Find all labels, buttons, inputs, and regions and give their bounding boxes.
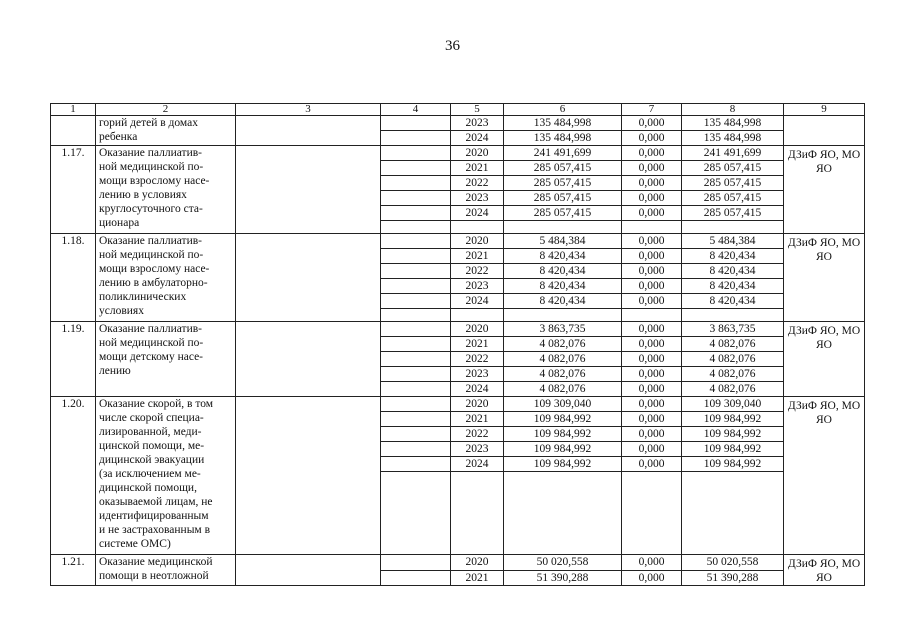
column-4-cell <box>381 367 451 382</box>
value-cell: 0,000 <box>622 264 682 279</box>
column-4-cell <box>381 472 451 555</box>
description-line: дицинской помощи, <box>99 482 197 494</box>
value-cell: 285 057,415 <box>504 206 622 221</box>
value-cell: 0,000 <box>622 176 682 191</box>
table-body <box>51 104 865 586</box>
value-cell: 0,000 <box>622 457 682 472</box>
value-cell: 5 484,384 <box>682 234 784 249</box>
value-cell: 0,000 <box>622 322 682 337</box>
page-number: 36 <box>445 38 460 54</box>
description-line: Оказание паллиатив- <box>99 235 202 247</box>
description-line: ной медицинской по- <box>99 337 204 349</box>
header-cell: 5 <box>451 104 504 116</box>
header-cell: 6 <box>504 104 622 116</box>
value-cell: 285 057,415 <box>504 191 622 206</box>
description-line: ребенка <box>99 131 138 143</box>
column-4-cell <box>381 264 451 279</box>
value-cell: 135 484,998 <box>504 116 622 131</box>
description-line: числе скорой специа- <box>99 412 204 424</box>
value-cell: 8 420,434 <box>682 294 784 309</box>
description-line: поликлинических <box>99 291 187 303</box>
value-cell: 0,000 <box>622 146 682 161</box>
description-line: и не застрахованным в <box>99 524 210 536</box>
value-cell <box>682 472 784 555</box>
value-cell: 4 082,076 <box>682 337 784 352</box>
year-cell: 2022 <box>451 352 504 367</box>
item-number: 1.19. <box>51 322 96 397</box>
description-line: мощи взрослому насе- <box>99 175 210 187</box>
value-cell: 50 020,558 <box>682 555 784 571</box>
column-3-cell <box>236 234 381 322</box>
value-cell: 109 309,040 <box>682 397 784 412</box>
value-cell: 135 484,998 <box>504 131 622 146</box>
value-cell: 109 309,040 <box>504 397 622 412</box>
value-cell: 0,000 <box>622 337 682 352</box>
value-cell: 109 984,992 <box>682 412 784 427</box>
value-cell: 0,000 <box>622 161 682 176</box>
responsible-cell: ДЗиФ ЯО, МО ЯО <box>784 234 865 322</box>
budget-table <box>50 103 865 586</box>
item-number <box>51 116 96 146</box>
value-cell <box>504 472 622 555</box>
item-number: 1.18. <box>51 234 96 322</box>
year-cell: 2020 <box>451 397 504 412</box>
value-cell: 241 491,699 <box>682 146 784 161</box>
column-4-cell <box>381 206 451 221</box>
value-cell: 51 390,288 <box>682 570 784 586</box>
responsible-cell <box>784 116 865 146</box>
value-cell: 285 057,415 <box>504 161 622 176</box>
year-cell: 2020 <box>451 146 504 161</box>
value-cell: 0,000 <box>622 116 682 131</box>
value-cell <box>504 221 622 234</box>
header-cell: 1 <box>51 104 96 116</box>
table-row <box>51 146 865 161</box>
value-cell: 4 082,076 <box>504 352 622 367</box>
item-description <box>96 234 236 322</box>
column-3-cell <box>236 116 381 146</box>
year-cell: 2021 <box>451 412 504 427</box>
value-cell <box>682 309 784 322</box>
description-line: системе ОМС) <box>99 538 171 550</box>
responsible-cell: ДЗиФ ЯО, МО ЯО <box>784 322 865 397</box>
value-cell: 4 082,076 <box>682 367 784 382</box>
description-line: (за исключением ме- <box>99 468 201 480</box>
value-cell: 51 390,288 <box>504 570 622 586</box>
value-cell: 4 082,076 <box>682 382 784 397</box>
value-cell <box>682 221 784 234</box>
column-4-cell <box>381 146 451 161</box>
description-line: мощи детскому насе- <box>99 351 204 363</box>
description-line: идентифицированным <box>99 510 209 522</box>
value-cell: 109 984,992 <box>504 442 622 457</box>
value-cell: 0,000 <box>622 249 682 264</box>
description-line: ной медицинской по- <box>99 249 204 261</box>
value-cell: 0,000 <box>622 367 682 382</box>
header-cell: 9 <box>784 104 865 116</box>
value-cell: 109 984,992 <box>504 427 622 442</box>
value-cell: 109 984,992 <box>682 442 784 457</box>
column-3-cell <box>236 322 381 397</box>
value-cell: 0,000 <box>622 412 682 427</box>
value-cell: 0,000 <box>622 131 682 146</box>
value-cell: 0,000 <box>622 206 682 221</box>
value-cell: 5 484,384 <box>504 234 622 249</box>
table-row <box>51 116 865 131</box>
value-cell: 0,000 <box>622 555 682 571</box>
value-cell: 4 082,076 <box>504 367 622 382</box>
item-description <box>96 116 236 146</box>
description-line: лению в условиях <box>99 189 187 201</box>
value-cell: 241 491,699 <box>504 146 622 161</box>
description-line: круглосуточного ста- <box>99 203 203 215</box>
value-cell: 285 057,415 <box>504 176 622 191</box>
description-line: горий детей в домах <box>99 117 198 129</box>
column-4-cell <box>381 427 451 442</box>
column-4-cell <box>381 176 451 191</box>
header-cell: 4 <box>381 104 451 116</box>
header-cell: 2 <box>96 104 236 116</box>
value-cell: 8 420,434 <box>504 264 622 279</box>
value-cell: 0,000 <box>622 352 682 367</box>
column-4-cell <box>381 412 451 427</box>
column-4-cell <box>381 191 451 206</box>
year-cell: 2024 <box>451 131 504 146</box>
value-cell: 8 420,434 <box>504 249 622 264</box>
value-cell: 8 420,434 <box>682 249 784 264</box>
value-cell: 0,000 <box>622 279 682 294</box>
year-cell: 2023 <box>451 191 504 206</box>
year-cell: 2023 <box>451 279 504 294</box>
column-3-cell <box>236 146 381 234</box>
header-row <box>51 104 865 116</box>
value-cell: 285 057,415 <box>682 176 784 191</box>
value-cell: 109 984,992 <box>504 457 622 472</box>
value-cell: 0,000 <box>622 397 682 412</box>
column-4-cell <box>381 352 451 367</box>
value-cell <box>622 309 682 322</box>
table-row <box>51 234 865 249</box>
value-cell: 285 057,415 <box>682 191 784 206</box>
description-line: лизированной, меди- <box>99 426 202 438</box>
value-cell: 3 863,735 <box>682 322 784 337</box>
value-cell: 0,000 <box>622 294 682 309</box>
year-cell: 2023 <box>451 116 504 131</box>
value-cell: 0,000 <box>622 382 682 397</box>
year-cell <box>451 472 504 555</box>
value-cell: 4 082,076 <box>504 382 622 397</box>
description-line: Оказание скорой, в том <box>99 398 214 410</box>
column-4-cell <box>381 161 451 176</box>
description-line: помощи в неотложной <box>99 570 209 582</box>
column-4-cell <box>381 382 451 397</box>
column-4-cell <box>381 131 451 146</box>
value-cell: 0,000 <box>622 442 682 457</box>
value-cell: 109 984,992 <box>504 412 622 427</box>
value-cell <box>622 221 682 234</box>
item-description <box>96 322 236 397</box>
description-line: ной медицинской по- <box>99 161 204 173</box>
column-4-cell <box>381 397 451 412</box>
value-cell: 109 984,992 <box>682 427 784 442</box>
value-cell: 135 484,998 <box>682 131 784 146</box>
year-cell: 2024 <box>451 382 504 397</box>
value-cell: 285 057,415 <box>682 206 784 221</box>
year-cell: 2021 <box>451 161 504 176</box>
column-4-cell <box>381 221 451 234</box>
table-row <box>51 322 865 337</box>
value-cell: 0,000 <box>622 191 682 206</box>
year-cell: 2022 <box>451 427 504 442</box>
column-4-cell <box>381 249 451 264</box>
table-row <box>51 397 865 412</box>
item-number: 1.17. <box>51 146 96 234</box>
table-row <box>51 555 865 571</box>
year-cell: 2020 <box>451 555 504 571</box>
year-cell: 2021 <box>451 570 504 586</box>
year-cell: 2023 <box>451 442 504 457</box>
item-number: 1.20. <box>51 397 96 555</box>
year-cell: 2020 <box>451 234 504 249</box>
responsible-cell: ДЗиФ ЯО, МО ЯО <box>784 146 865 234</box>
year-cell <box>451 309 504 322</box>
value-cell: 8 420,434 <box>504 279 622 294</box>
item-description <box>96 397 236 555</box>
year-cell: 2021 <box>451 337 504 352</box>
column-4-cell <box>381 116 451 131</box>
value-cell: 0,000 <box>622 570 682 586</box>
value-cell: 0,000 <box>622 234 682 249</box>
value-cell <box>622 472 682 555</box>
value-cell: 8 420,434 <box>504 294 622 309</box>
item-description <box>96 555 236 586</box>
column-4-cell <box>381 309 451 322</box>
description-line: лению в амбулаторно- <box>99 277 208 289</box>
value-cell: 109 984,992 <box>682 457 784 472</box>
description-line: лению <box>99 365 131 377</box>
item-number: 1.21. <box>51 555 96 586</box>
description-line: оказываемой лицам, не <box>99 496 213 508</box>
value-cell: 0,000 <box>622 427 682 442</box>
header-cell: 8 <box>682 104 784 116</box>
year-cell: 2020 <box>451 322 504 337</box>
value-cell: 285 057,415 <box>682 161 784 176</box>
column-4-cell <box>381 570 451 586</box>
column-3-cell <box>236 397 381 555</box>
responsible-cell: ДЗиФ ЯО, МО ЯО <box>784 555 865 586</box>
description-line: цинской помощи, ме- <box>99 440 205 452</box>
value-cell: 3 863,735 <box>504 322 622 337</box>
year-cell <box>451 221 504 234</box>
responsible-cell: ДЗиФ ЯО, МО ЯО <box>784 397 865 555</box>
column-4-cell <box>381 322 451 337</box>
year-cell: 2024 <box>451 457 504 472</box>
description-line: условиях <box>99 305 144 317</box>
year-cell: 2022 <box>451 264 504 279</box>
value-cell: 4 082,076 <box>682 352 784 367</box>
description-line: Оказание паллиатив- <box>99 147 202 159</box>
value-cell: 50 020,558 <box>504 555 622 571</box>
value-cell: 135 484,998 <box>682 116 784 131</box>
description-line: ционара <box>99 217 140 229</box>
value-cell: 8 420,434 <box>682 279 784 294</box>
description-line: Оказание паллиатив- <box>99 323 202 335</box>
description-line: мощи взрослому насе- <box>99 263 210 275</box>
value-cell <box>504 309 622 322</box>
column-4-cell <box>381 279 451 294</box>
description-line: дицинской эвакуации <box>99 454 205 466</box>
description-line: Оказание медицинской <box>99 556 213 568</box>
year-cell: 2022 <box>451 176 504 191</box>
year-cell: 2024 <box>451 206 504 221</box>
column-4-cell <box>381 234 451 249</box>
value-cell: 8 420,434 <box>682 264 784 279</box>
header-cell: 3 <box>236 104 381 116</box>
value-cell: 4 082,076 <box>504 337 622 352</box>
year-cell: 2021 <box>451 249 504 264</box>
column-4-cell <box>381 442 451 457</box>
item-description <box>96 146 236 234</box>
column-4-cell <box>381 457 451 472</box>
column-4-cell <box>381 337 451 352</box>
column-4-cell <box>381 555 451 571</box>
year-cell: 2023 <box>451 367 504 382</box>
column-4-cell <box>381 294 451 309</box>
header-cell: 7 <box>622 104 682 116</box>
column-3-cell <box>236 555 381 586</box>
year-cell: 2024 <box>451 294 504 309</box>
